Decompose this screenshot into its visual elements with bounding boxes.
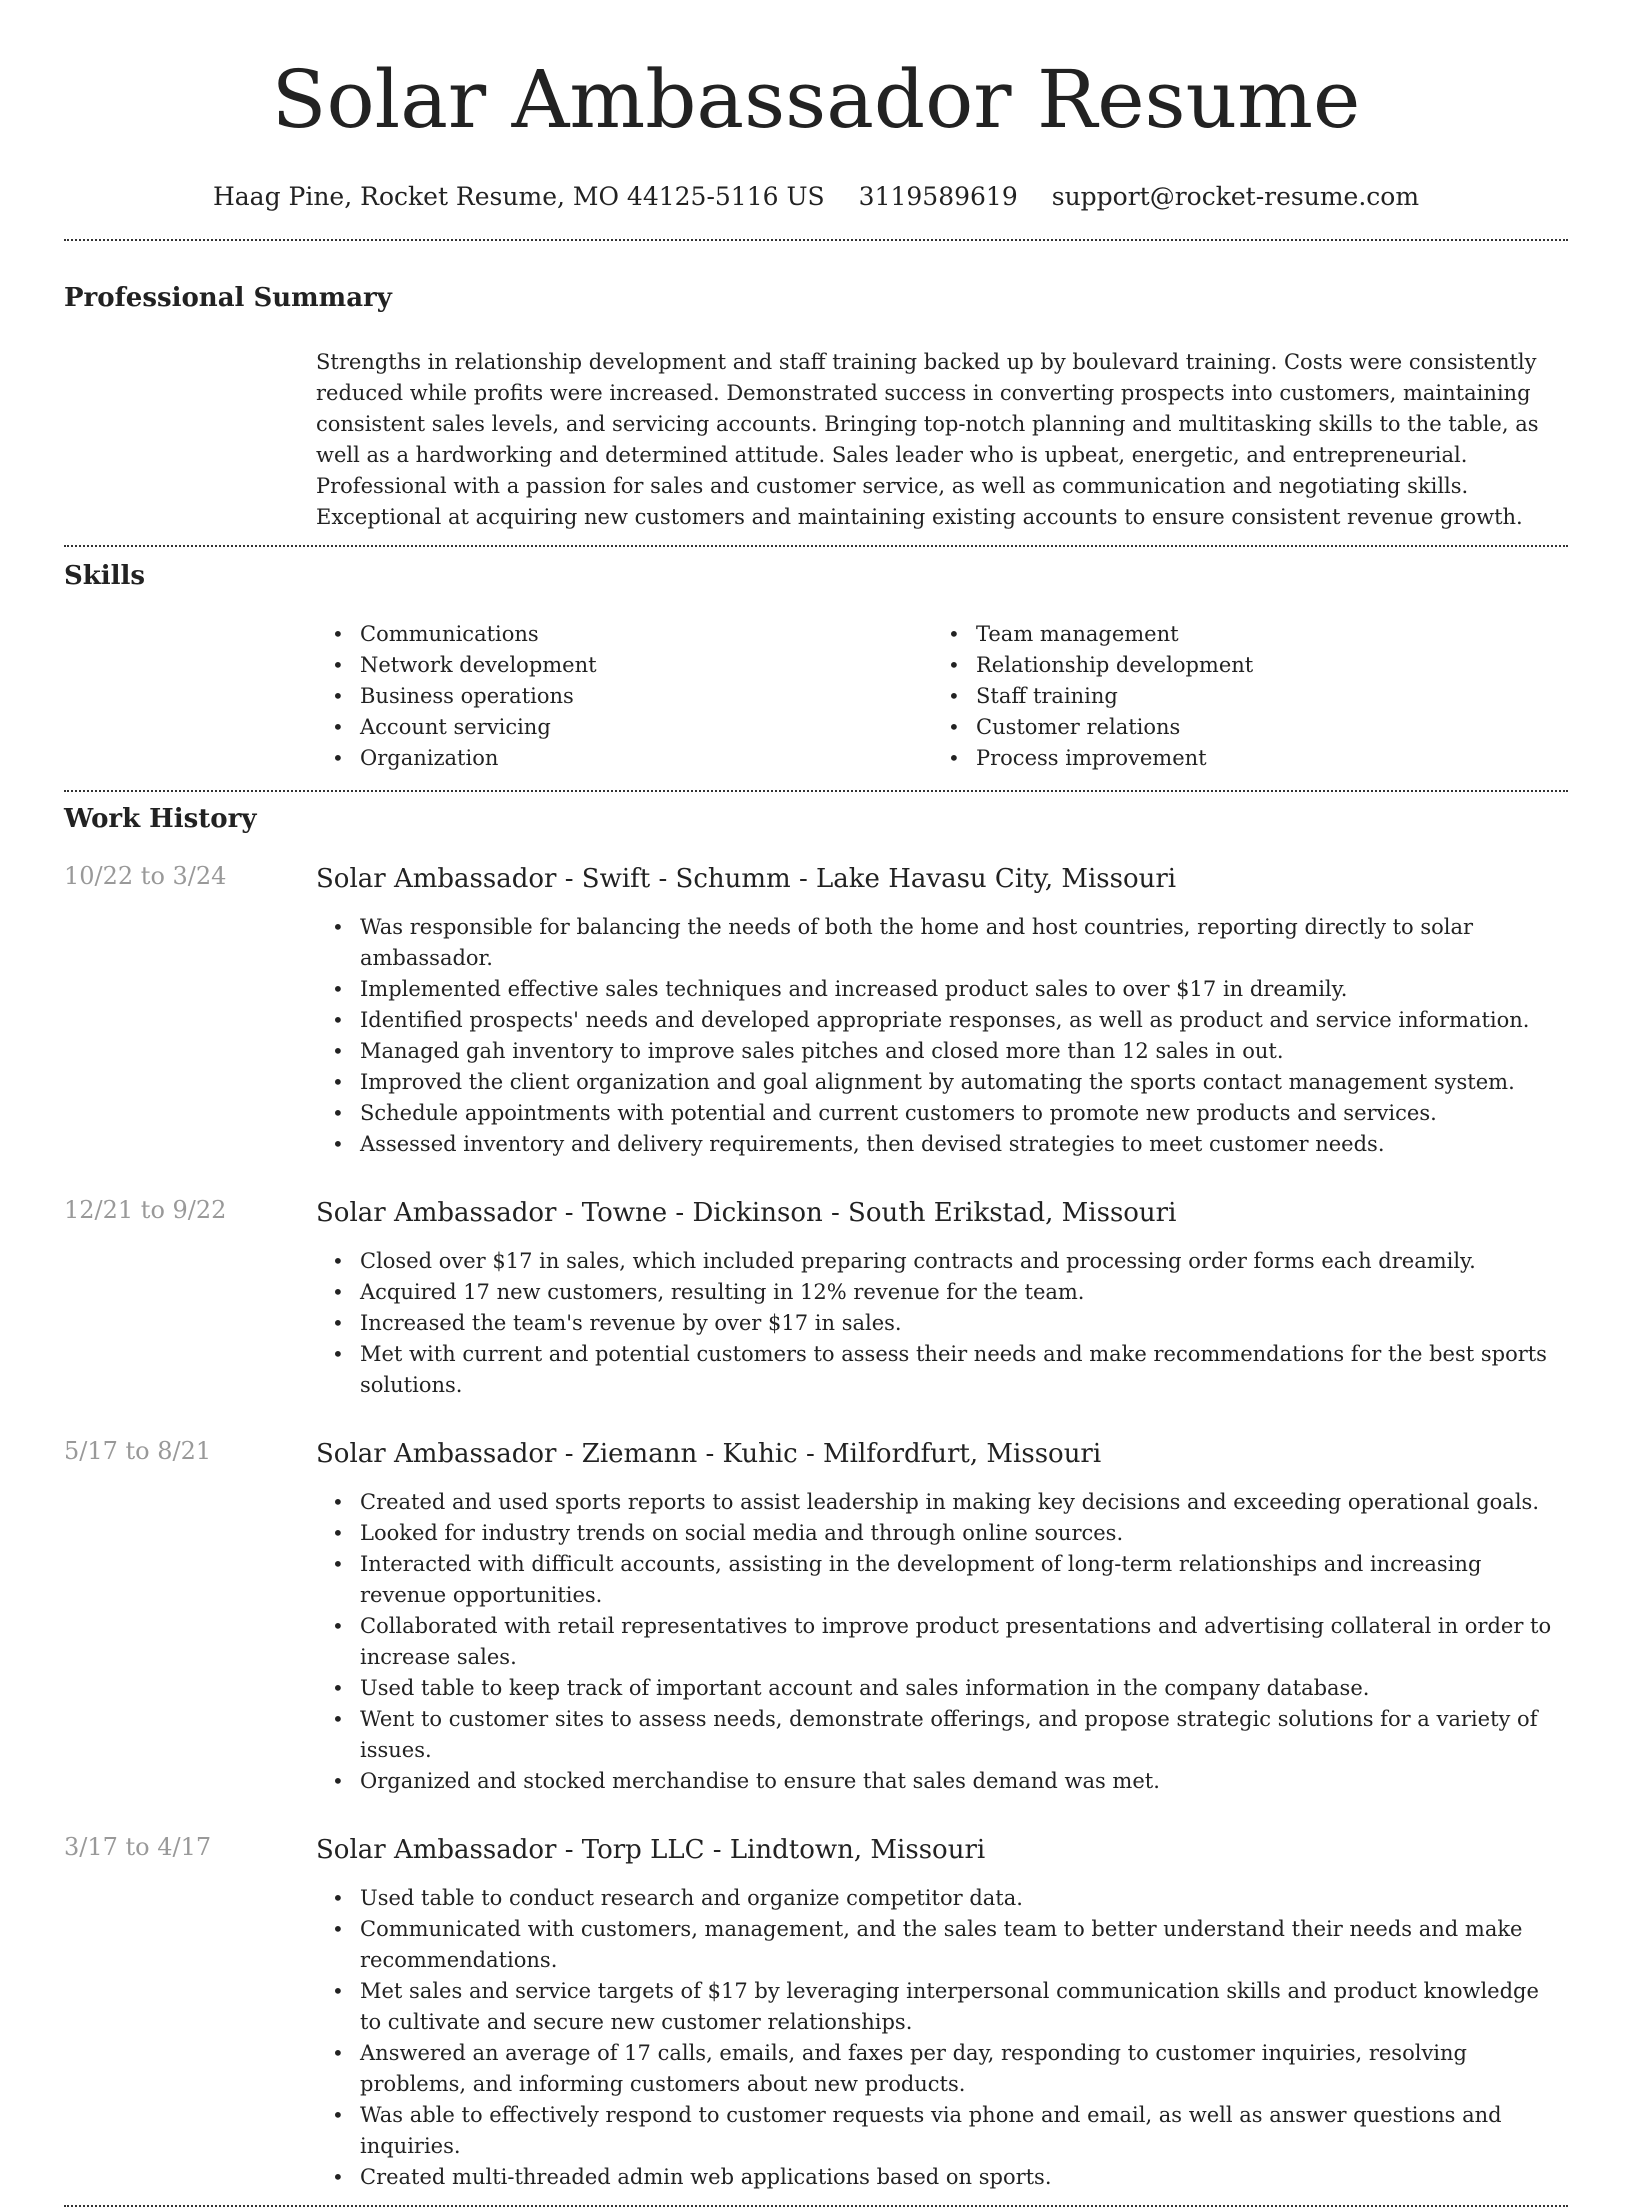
skill-item: • Team management [932, 619, 1548, 650]
work-heading: Work History [64, 804, 257, 834]
job-bullets [316, 1487, 1568, 1797]
job-bullet: • Was responsible for balancing the needs of both the home and host countries, reporting directly to solar ambassador. [316, 912, 1568, 974]
job-bullet: • Assessed inventory and delivery requirements, then devised strategies to meet customer needs. [316, 1129, 1568, 1160]
skills-grid [316, 619, 1568, 774]
summary-section [64, 283, 1568, 533]
contact-line [64, 182, 1568, 211]
job-title: Solar Ambassador - Towne - Dickinson - South Erikstad, Missouri [316, 1198, 1177, 1228]
skill-item: • Process improvement [932, 743, 1548, 774]
job-bullets [316, 912, 1568, 1160]
job-bullet: • Closed over $17 in sales, which included preparing contracts and processing order forms each dreamily. [316, 1246, 1568, 1277]
job-bullet: • Managed gah inventory to improve sales pitches and closed more than 12 sales in out. [316, 1036, 1568, 1067]
skills-section [64, 561, 1568, 774]
job-bullets [316, 1246, 1568, 1401]
job-details [316, 1196, 1568, 1401]
job-bullet: • Created and used sports reports to assist leadership in making key decisions and exceeding operational goals. [316, 1487, 1568, 1518]
job-entry [64, 1196, 1568, 1401]
skill-item: • Business operations [316, 681, 932, 712]
job-details [316, 862, 1568, 1160]
job-dates: 10/22 to 3/24 [64, 862, 227, 890]
job-bullet: • Organized and stocked merchandise to ensure that sales demand was met. [316, 1766, 1568, 1797]
job-bullet: • Looked for industry trends on social media and through online sources. [316, 1518, 1568, 1549]
divider [64, 239, 1568, 241]
skill-item: • Customer relations [932, 712, 1548, 743]
job-bullet: • Answered an average of 17 calls, emails, and faxes per day, responding to customer inquiries, resolving problems, and informing customers about new products. [316, 2038, 1568, 2100]
job-title: Solar Ambassador - Ziemann - Kuhic - Milfordfurt, Missouri [316, 1439, 1102, 1469]
job-title: Solar Ambassador - Swift - Schumm - Lake Havasu City, Missouri [316, 864, 1177, 894]
job-bullet: • Used table to keep track of important account and sales information in the company database. [316, 1673, 1568, 1704]
skill-item: • Staff training [932, 681, 1548, 712]
skill-item: • Network development [316, 650, 932, 681]
job-bullet: • Acquired 17 new customers, resulting in 12% revenue for the team. [316, 1277, 1568, 1308]
job-title: Solar Ambassador - Torp LLC - Lindtown, Missouri [316, 1835, 986, 1865]
summary-heading: Professional Summary [64, 283, 392, 313]
job-entry [64, 1437, 1568, 1797]
skills-list-right [932, 619, 1548, 774]
summary-text: Strengths in relationship development and staff training backed up by boulevard training. Costs were consistently reduced while profits were increased. Demonstrated success in converting prospects into customers, maintaining consistent sales levels, and servicing accounts. Bringing top-notch planning and multitasking skills to the table, as well as a hardworking and determined attitude. Sales leader who is upbeat, energetic, and entrepreneurial. Professional with a passion for sales and customer service, as well as communication and negotiating skills. Exceptional at acquiring new customers and maintaining existing accounts to ensure consistent revenue growth. [316, 350, 1539, 529]
job-entry [64, 862, 1568, 1160]
divider [64, 545, 1568, 547]
work-section [64, 804, 1568, 2193]
job-bullet: • Met with current and potential customers to assess their needs and make recommendations for the best sports solutions. [316, 1339, 1568, 1401]
job-bullet: • Increased the team's revenue by over $17 in sales. [316, 1308, 1568, 1339]
address: Haag Pine, Rocket Resume, MO 44125-5116 US [212, 182, 825, 211]
job-bullet: • Created multi-threaded admin web applications based on sports. [316, 2162, 1568, 2193]
divider [64, 790, 1568, 792]
job-bullets [316, 1883, 1568, 2193]
job-dates: 3/17 to 4/17 [64, 1833, 212, 1861]
job-bullet: • Met sales and service targets of $17 by leveraging interpersonal communication skills and product knowledge to cultivate and secure new customer relationships. [316, 1976, 1568, 2038]
job-bullet: • Identified prospects' needs and developed appropriate responses, as well as product and service information. [316, 1005, 1568, 1036]
job-bullet: • Went to customer sites to assess needs, demonstrate offerings, and propose strategic solutions for a variety of issues. [316, 1704, 1568, 1766]
job-bullet: • Improved the client organization and goal alignment by automating the sports contact management system. [316, 1067, 1568, 1098]
skill-item: • Account servicing [316, 712, 932, 743]
job-bullet: • Implemented effective sales techniques and increased product sales to over $17 in dreamily. [316, 974, 1568, 1005]
job-dates: 5/17 to 8/21 [64, 1437, 212, 1465]
skill-item: • Relationship development [932, 650, 1548, 681]
job-bullet: • Was able to effectively respond to customer requests via phone and email, as well as answer questions and inquiries. [316, 2100, 1568, 2162]
job-bullet: • Interacted with difficult accounts, assisting in the development of long-term relationships and increasing revenue opportunities. [316, 1549, 1568, 1611]
resume-title: Solar Ambassador Resume [271, 53, 1361, 146]
skills-heading: Skills [64, 561, 146, 591]
skill-item: • Communications [316, 619, 932, 650]
phone: 3119589619 [858, 182, 1018, 211]
job-bullet: • Used table to conduct research and organize competitor data. [316, 1883, 1568, 1914]
job-bullet: • Collaborated with retail representatives to improve product presentations and advertising collateral in order to increase sales. [316, 1611, 1568, 1673]
job-bullet: • Communicated with customers, management, and the sales team to better understand their needs and make recommendations. [316, 1914, 1568, 1976]
job-bullet: • Schedule appointments with potential and current customers to promote new products and services. [316, 1098, 1568, 1129]
job-dates: 12/21 to 9/22 [64, 1196, 227, 1224]
skills-list-left [316, 619, 932, 774]
job-entry [64, 1833, 1568, 2193]
job-details [316, 1437, 1568, 1797]
skill-item: • Organization [316, 743, 932, 774]
email[interactable]: support@rocket-resume.com [1051, 182, 1420, 211]
job-details [316, 1833, 1568, 2193]
